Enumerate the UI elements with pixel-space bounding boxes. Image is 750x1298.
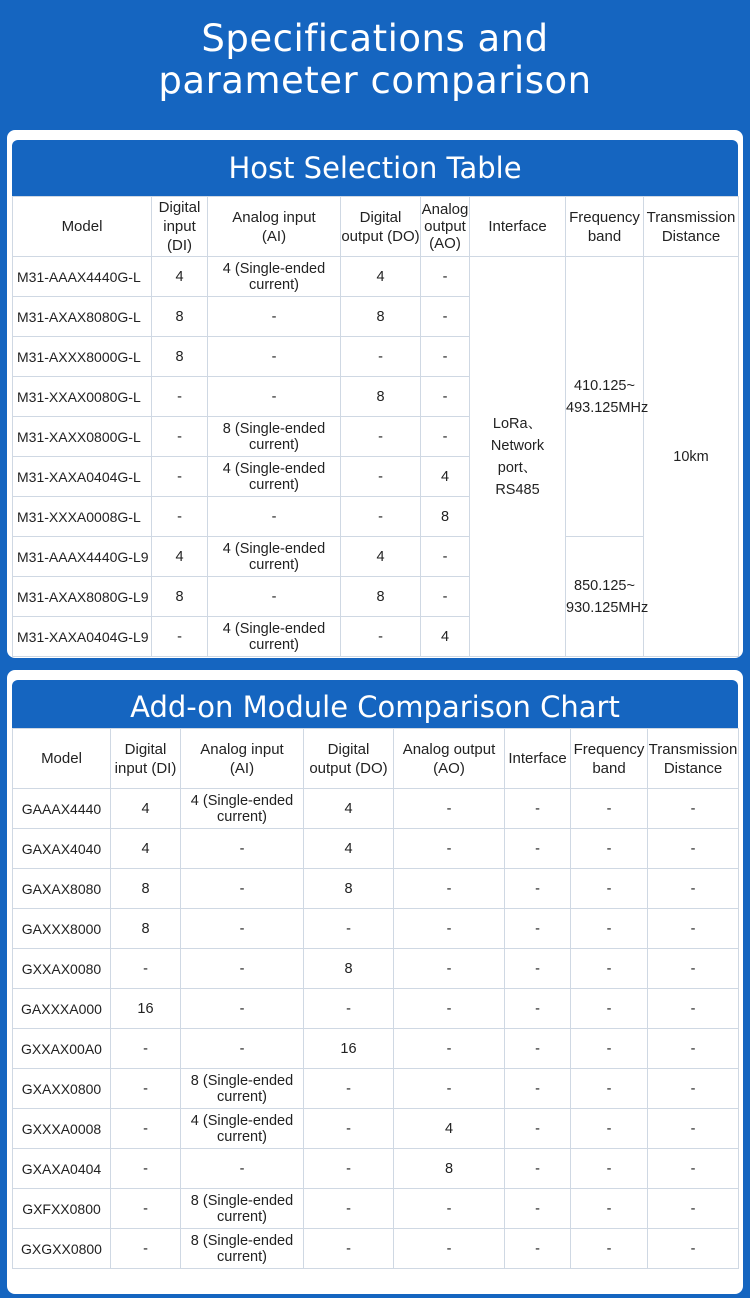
ao-cell: - bbox=[394, 909, 505, 949]
interface-cell: - bbox=[505, 1069, 571, 1109]
ao-cell: - bbox=[394, 989, 505, 1029]
frequency-cell-2: 850.125~ 930.125MHz bbox=[566, 537, 644, 657]
table-row bbox=[13, 1029, 739, 1069]
di-cell: - bbox=[111, 949, 181, 989]
di-cell: - bbox=[111, 1189, 181, 1229]
di-cell: - bbox=[111, 1069, 181, 1109]
di-cell: 8 bbox=[152, 577, 208, 617]
do-cell: - bbox=[341, 617, 421, 657]
header-ai: Analog input (AI) bbox=[181, 729, 304, 789]
do-cell: - bbox=[304, 1109, 394, 1149]
header-model: Model bbox=[13, 729, 111, 789]
ai-cell: - bbox=[181, 1149, 304, 1189]
ai-cell: 8 (Single-ended current) bbox=[181, 1229, 304, 1269]
ao-cell: - bbox=[421, 337, 470, 377]
addon-module-panel bbox=[7, 670, 743, 1294]
do-cell: 4 bbox=[304, 829, 394, 869]
table-row bbox=[13, 257, 739, 297]
ao-cell: - bbox=[394, 1229, 505, 1269]
ai-cell: 4 (Single-ended current) bbox=[181, 1109, 304, 1149]
header-frequency: Frequency band bbox=[566, 197, 644, 257]
table-row bbox=[13, 537, 739, 577]
do-cell: - bbox=[304, 989, 394, 1029]
table-row bbox=[13, 1069, 739, 1109]
ao-cell: - bbox=[421, 257, 470, 297]
do-cell: - bbox=[304, 1229, 394, 1269]
ao-cell: - bbox=[394, 1189, 505, 1229]
model-cell: M31-AAAX4440G-L9 bbox=[13, 537, 152, 577]
table-row bbox=[13, 909, 739, 949]
do-cell: - bbox=[304, 1149, 394, 1189]
interface-cell: - bbox=[505, 909, 571, 949]
do-cell: 4 bbox=[341, 537, 421, 577]
distance-cell: - bbox=[648, 989, 739, 1029]
header-ao: Analog output (AO) bbox=[394, 729, 505, 789]
header-do: Digital output (DO) bbox=[304, 729, 394, 789]
do-cell: 8 bbox=[341, 577, 421, 617]
page-title-line1: Specifications and bbox=[201, 17, 549, 60]
model-cell: M31-XAXA0404G-L9 bbox=[13, 617, 152, 657]
ao-cell: - bbox=[394, 949, 505, 989]
model-cell: GAXXXA000 bbox=[13, 989, 111, 1029]
header-distance: Transmission Distance bbox=[648, 729, 739, 789]
do-cell: - bbox=[341, 497, 421, 537]
ao-cell: - bbox=[394, 1029, 505, 1069]
distance-cell: 10km bbox=[644, 257, 739, 657]
ai-cell: - bbox=[208, 337, 341, 377]
table-row bbox=[13, 1109, 739, 1149]
ao-cell: - bbox=[421, 537, 470, 577]
ai-cell: - bbox=[181, 829, 304, 869]
di-cell: 4 bbox=[152, 537, 208, 577]
interface-cell: - bbox=[505, 949, 571, 989]
model-cell: M31-XXAX0080G-L bbox=[13, 377, 152, 417]
ai-cell: - bbox=[208, 577, 341, 617]
ai-cell: - bbox=[181, 989, 304, 1029]
di-cell: 8 bbox=[152, 337, 208, 377]
di-cell: - bbox=[111, 1149, 181, 1189]
table-row bbox=[13, 1189, 739, 1229]
ao-cell: 8 bbox=[421, 497, 470, 537]
frequency-cell: - bbox=[571, 1109, 648, 1149]
frequency-cell: - bbox=[571, 789, 648, 829]
ao-cell: - bbox=[421, 417, 470, 457]
table-row bbox=[13, 789, 739, 829]
interface-cell: - bbox=[505, 1149, 571, 1189]
do-cell: - bbox=[304, 1069, 394, 1109]
model-cell: GAXAX8080 bbox=[13, 869, 111, 909]
di-cell: 4 bbox=[152, 257, 208, 297]
do-cell: 8 bbox=[304, 869, 394, 909]
header-ao: Analog output (AO) bbox=[421, 197, 470, 257]
ao-cell: 4 bbox=[421, 457, 470, 497]
distance-cell: - bbox=[648, 1029, 739, 1069]
header-frequency: Frequency band bbox=[571, 729, 648, 789]
ai-cell: 8 (Single-ended current) bbox=[181, 1189, 304, 1229]
di-cell: 4 bbox=[111, 789, 181, 829]
model-cell: GXXAX00A0 bbox=[13, 1029, 111, 1069]
distance-cell: - bbox=[648, 1109, 739, 1149]
distance-cell: - bbox=[648, 829, 739, 869]
ai-cell: 4 (Single-ended current) bbox=[208, 537, 341, 577]
interface-cell: - bbox=[505, 789, 571, 829]
interface-cell: - bbox=[505, 1189, 571, 1229]
ai-cell: - bbox=[181, 949, 304, 989]
header-model: Model bbox=[13, 197, 152, 257]
model-cell: M31-AAAX4440G-L bbox=[13, 257, 152, 297]
table-row bbox=[13, 1229, 739, 1269]
interface-cell: - bbox=[505, 869, 571, 909]
interface-cell: LoRa、 Network port、 RS485 bbox=[470, 257, 566, 657]
frequency-cell-1: 410.125~ 493.125MHz bbox=[566, 257, 644, 537]
ai-cell: - bbox=[181, 869, 304, 909]
model-cell: GXXAX0080 bbox=[13, 949, 111, 989]
di-cell: - bbox=[152, 457, 208, 497]
frequency-cell: - bbox=[571, 1229, 648, 1269]
model-cell: GXGXX0800 bbox=[13, 1229, 111, 1269]
addon-table-title: Add-on Module Comparison Chart bbox=[12, 680, 738, 728]
model-cell: M31-AXAX8080G-L9 bbox=[13, 577, 152, 617]
frequency-cell: - bbox=[571, 1069, 648, 1109]
ao-cell: - bbox=[394, 829, 505, 869]
frequency-cell: - bbox=[571, 1189, 648, 1229]
host-selection-table bbox=[12, 196, 739, 657]
header-interface: Interface bbox=[505, 729, 571, 789]
ai-cell: - bbox=[208, 377, 341, 417]
frequency-cell: - bbox=[571, 1029, 648, 1069]
page-title bbox=[0, 18, 750, 102]
distance-cell: - bbox=[648, 949, 739, 989]
do-cell: 8 bbox=[341, 377, 421, 417]
di-cell: 8 bbox=[111, 909, 181, 949]
frequency-cell: - bbox=[571, 949, 648, 989]
model-cell: GAXXX8000 bbox=[13, 909, 111, 949]
do-cell: - bbox=[304, 1189, 394, 1229]
do-cell: 16 bbox=[304, 1029, 394, 1069]
distance-cell: - bbox=[648, 909, 739, 949]
interface-cell: - bbox=[505, 1029, 571, 1069]
ao-cell: 4 bbox=[394, 1109, 505, 1149]
do-cell: - bbox=[341, 337, 421, 377]
do-cell: 4 bbox=[304, 789, 394, 829]
header-di: Digital input (DI) bbox=[152, 197, 208, 257]
distance-cell: - bbox=[648, 789, 739, 829]
distance-cell: - bbox=[648, 1069, 739, 1109]
di-cell: 8 bbox=[152, 297, 208, 337]
model-cell: GAAAX4440 bbox=[13, 789, 111, 829]
table-row bbox=[13, 1149, 739, 1189]
distance-cell: - bbox=[648, 869, 739, 909]
do-cell: - bbox=[341, 457, 421, 497]
table-row bbox=[13, 869, 739, 909]
ai-cell: - bbox=[208, 497, 341, 537]
model-cell: M31-AXAX8080G-L bbox=[13, 297, 152, 337]
header-di: Digital input (DI) bbox=[111, 729, 181, 789]
interface-cell: - bbox=[505, 1109, 571, 1149]
model-cell: M31-XXXA0008G-L bbox=[13, 497, 152, 537]
do-cell: 4 bbox=[341, 257, 421, 297]
di-cell: 8 bbox=[111, 869, 181, 909]
ao-cell: 8 bbox=[394, 1149, 505, 1189]
distance-cell: - bbox=[648, 1229, 739, 1269]
model-cell: M31-XAXA0404G-L bbox=[13, 457, 152, 497]
frequency-cell: - bbox=[571, 829, 648, 869]
ao-cell: 4 bbox=[421, 617, 470, 657]
do-cell: 8 bbox=[341, 297, 421, 337]
model-cell: GAXAX4040 bbox=[13, 829, 111, 869]
ao-cell: - bbox=[421, 377, 470, 417]
header-interface: Interface bbox=[470, 197, 566, 257]
ai-cell: - bbox=[181, 909, 304, 949]
ai-cell: 8 (Single-ended current) bbox=[181, 1069, 304, 1109]
distance-cell: - bbox=[648, 1149, 739, 1189]
model-cell: GXFXX0800 bbox=[13, 1189, 111, 1229]
model-cell: GXXXA0008 bbox=[13, 1109, 111, 1149]
model-cell: M31-AXXX8000G-L bbox=[13, 337, 152, 377]
di-cell: - bbox=[152, 497, 208, 537]
ai-cell: 4 (Single-ended current) bbox=[208, 457, 341, 497]
ao-cell: - bbox=[394, 1069, 505, 1109]
host-table-title: Host Selection Table bbox=[12, 140, 738, 196]
header-ai: Analog input (AI) bbox=[208, 197, 341, 257]
ao-cell: - bbox=[394, 789, 505, 829]
model-cell: M31-XAXX0800G-L bbox=[13, 417, 152, 457]
di-cell: - bbox=[152, 617, 208, 657]
do-cell: - bbox=[341, 417, 421, 457]
distance-cell: - bbox=[648, 1189, 739, 1229]
di-cell: - bbox=[111, 1029, 181, 1069]
page-title-line2: parameter comparison bbox=[158, 59, 592, 102]
addon-module-table bbox=[12, 728, 739, 1269]
table-row bbox=[13, 949, 739, 989]
do-cell: 8 bbox=[304, 949, 394, 989]
di-cell: - bbox=[152, 417, 208, 457]
interface-cell: - bbox=[505, 989, 571, 1029]
header-distance: Transmission Distance bbox=[644, 197, 739, 257]
ai-cell: 4 (Single-ended current) bbox=[181, 789, 304, 829]
di-cell: - bbox=[111, 1229, 181, 1269]
ao-cell: - bbox=[394, 869, 505, 909]
model-cell: GXAXA0404 bbox=[13, 1149, 111, 1189]
ai-cell: 4 (Single-ended current) bbox=[208, 257, 341, 297]
frequency-cell: - bbox=[571, 989, 648, 1029]
frequency-cell: - bbox=[571, 869, 648, 909]
frequency-cell: - bbox=[571, 909, 648, 949]
di-cell: 4 bbox=[111, 829, 181, 869]
di-cell: - bbox=[111, 1109, 181, 1149]
host-header-row bbox=[13, 197, 739, 257]
table-row bbox=[13, 989, 739, 1029]
ao-cell: - bbox=[421, 297, 470, 337]
ao-cell: - bbox=[421, 577, 470, 617]
frequency-cell: - bbox=[571, 1149, 648, 1189]
model-cell: GXAXX0800 bbox=[13, 1069, 111, 1109]
di-cell: 16 bbox=[111, 989, 181, 1029]
interface-cell: - bbox=[505, 1229, 571, 1269]
ai-cell: 4 (Single-ended current) bbox=[208, 617, 341, 657]
table-row bbox=[13, 829, 739, 869]
header-do: Digital output (DO) bbox=[341, 197, 421, 257]
addon-header-row bbox=[13, 729, 739, 789]
interface-cell: - bbox=[505, 829, 571, 869]
do-cell: - bbox=[304, 909, 394, 949]
host-selection-panel bbox=[7, 130, 743, 658]
di-cell: - bbox=[152, 377, 208, 417]
ai-cell: - bbox=[208, 297, 341, 337]
ai-cell: - bbox=[181, 1029, 304, 1069]
ai-cell: 8 (Single-ended current) bbox=[208, 417, 341, 457]
